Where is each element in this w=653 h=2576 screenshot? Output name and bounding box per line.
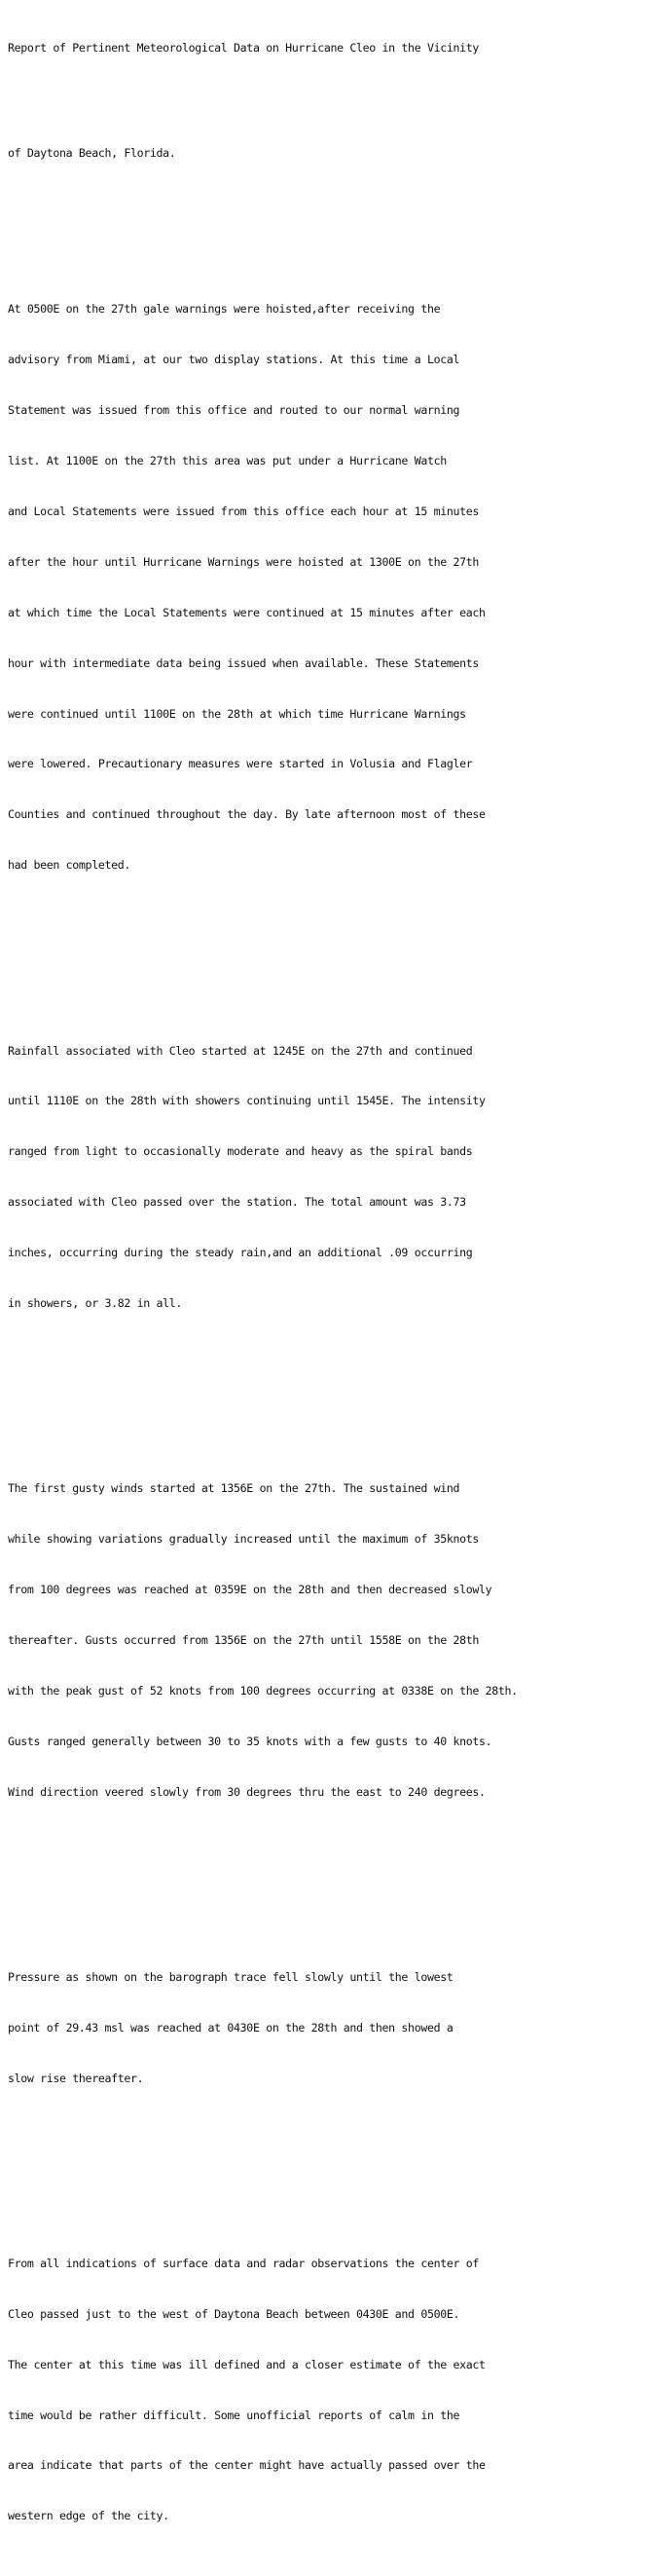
text-line: From all indications of surface data and radar observations the center of [8, 2256, 479, 2270]
paragraph-pressure [8, 1935, 650, 2120]
text-line: The first gusty winds started at 1356E on the 27th. The sustained wind [8, 1481, 460, 1496]
text-line: while showing variations gradually increased until the maximum of 35knots [8, 1532, 479, 1547]
text-line: were lowered. Precautionary measures were started in Volusia and Flagler [8, 757, 473, 771]
text-line: hour with intermediate data being issued when available. These Statements [8, 655, 479, 670]
text-line: inches, occurring during the steady rain,and an additional .09 occurring [8, 1246, 473, 1260]
text-line: and Local Statements were issued from this office each hour at 15 minutes [8, 504, 479, 519]
text-line: Counties and continued throughout the day. By late afternoon most of these [8, 807, 486, 822]
text-line: thereafter. Gusts occurred from 1356E on the 27th until 1558E on the 28th [8, 1632, 479, 1647]
text-line: Wind direction veered slowly from 30 degrees thru the east to 240 degrees. [8, 1784, 486, 1799]
paragraph-warnings [8, 268, 650, 908]
text-line: at which time the Local Statements were continued at 15 minutes after each [8, 605, 486, 619]
text-line: associated with Cleo passed over the station. The total amount was 3.73 [8, 1195, 466, 1210]
text-line: time would be rather difficult. Some unofficial reports of calm in the [8, 2408, 460, 2422]
text-line: slow rise thereafter. [8, 2071, 144, 2085]
text-line: in showers, or 3.82 in all. [8, 1295, 183, 1310]
paragraph-winds [8, 1447, 650, 1835]
text-line: The center at this time was ill defined and a closer estimate of the exact [8, 2357, 486, 2371]
text-line: had been completed. [8, 858, 130, 873]
paragraph-rainfall [8, 1009, 650, 1346]
text-line: with the peak gust of 52 knots from 100 degrees occurring at 0338E on the 28th. [8, 1683, 518, 1698]
text-line: Gusts ranged generally between 30 to 35 knots with a few gusts to 40 knots. [8, 1734, 492, 1748]
text-line: Pressure as shown on the barograph trace fell slowly until the lowest [8, 1969, 453, 1984]
report-title-line-2: of Daytona Beach, Florida. [8, 146, 176, 161]
paragraph-center [8, 2221, 650, 2558]
text-line: were continued until 1100E on the 28th at which time Hurricane Warnings [8, 706, 466, 721]
text-line: until 1110E on the 28th with showers continuing until 1545E. The intensity [8, 1094, 486, 1108]
text-line: list. At 1100E on the 27th this area was put under a Hurricane Watch [8, 454, 447, 468]
document-page [8, 6, 650, 2576]
text-line: area indicate that parts of the center might have actually passed over the [8, 2458, 486, 2473]
report-title-line-1: Report of Pertinent Meteorological Data on Hurricane Cleo in the Vicinity [8, 40, 479, 55]
text-line: after the hour until Hurricane Warnings were hoisted at 1300E on the 27th [8, 554, 479, 569]
text-line: from 100 degrees was reached at 0359E on the 28th and then decreased slowly [8, 1583, 492, 1597]
text-line: Rainfall associated with Cleo started at 1245E on the 27th and continued [8, 1043, 473, 1058]
text-line: western edge of the city. [8, 2509, 169, 2523]
text-line: ranged from light to occasionally moderate and heavy as the spiral bands [8, 1144, 473, 1159]
text-line: At 0500E on the 27th gale warnings were hoisted,after receiving the [8, 302, 441, 317]
text-line: Cleo passed just to the west of Daytona Beach between 0430E and 0500E. [8, 2306, 460, 2321]
text-line: advisory from Miami, at our two display stations. At this time a Local [8, 353, 460, 367]
text-line: point of 29.43 msl was reached at 0430E on the 28th and then showed a [8, 2020, 453, 2035]
text-line: Statement was issued from this office and routed to our normal warning [8, 403, 460, 418]
